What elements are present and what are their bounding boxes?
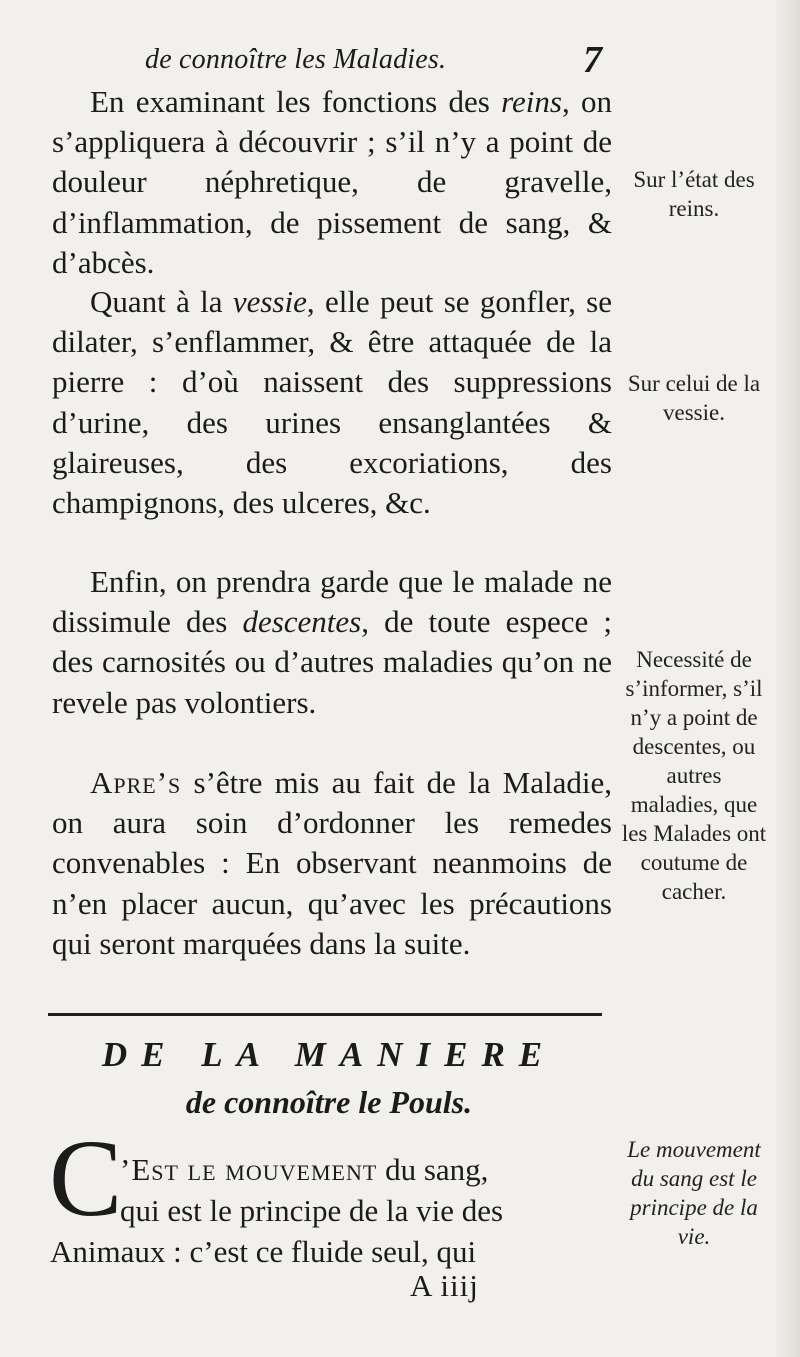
margin-note-descentes: Necessité de s’informer, s’il n’y a point de descentes, ou autres maladies, que les Malades ont coutume de cacher. [621,647,767,904]
section-title: DE LA MANIERE [101,1035,557,1074]
paragraph-lead: Apre’s [90,765,182,800]
paragraph-vessie [52,282,612,523]
paragraph-remedes [52,763,612,964]
margin-note-reins: Sur l’état des reins. [633,167,755,221]
final-paragraph-line-1: ’Est le mouvement du sang, [120,1152,489,1187]
paragraph-text: En examinant les fonctions des reins, on s’appliquera à découvrir ; s’il n’y a point de douleur néphretique, de gravelle, d’inflammation, de pissement de sang, & d’abcès. [52,84,613,280]
final-paragraph [50,1149,610,1272]
final-paragraph-line-3: Animaux : c’est ce fluide seul, qui [50,1234,477,1269]
paragraph-text: Enfin, on prendra garde que le malade ne dissimule des descentes, de toute espece ; des carnosités ou d’autres maladies qu’on ne revele pas volontiers. [52,564,612,720]
margin-note-vessie: Sur celui de la vessie. [627,371,761,425]
paragraph-reins [52,82,612,283]
paragraph-descentes [52,562,612,723]
final-paragraph-lead: ’Est le mouvement [120,1152,378,1187]
italic-term: vessie [232,284,307,319]
margin-note-sang: Le mouvement du sang est le principe de la vie. [627,1137,761,1249]
section-subtitle: de connoître le Pouls. [185,1084,473,1120]
signature-mark: A iiij [410,1268,479,1303]
running-head: de connoître les Maladies. [145,44,447,75]
drop-cap: C [49,1117,123,1239]
italic-term: descentes [242,604,362,640]
paragraph-text: Apre’s s’être mis au fait de la Maladie, on aura soin d’ordonner les remedes convenables : En observant neanmoins de n’en placer aucun, qu’avec les précautions qui seront marquées dans la suite. [52,765,612,961]
section-divider [48,1013,602,1016]
page-edge-shadow [774,0,800,1357]
paragraph-text: Quant à la vessie, elle peut se gonfler, se dilater, s’enflammer, & être attaquée de la pierre : d’où naissent des suppressions d’urine, des urines ensanglantées & glaireuses, des excoriations, des champignons, des ulceres, &c. [52,284,612,521]
italic-term: reins [501,84,562,119]
final-paragraph-line-2: qui est le principe de la vie des [120,1193,504,1228]
page-number: 7 [583,39,602,81]
